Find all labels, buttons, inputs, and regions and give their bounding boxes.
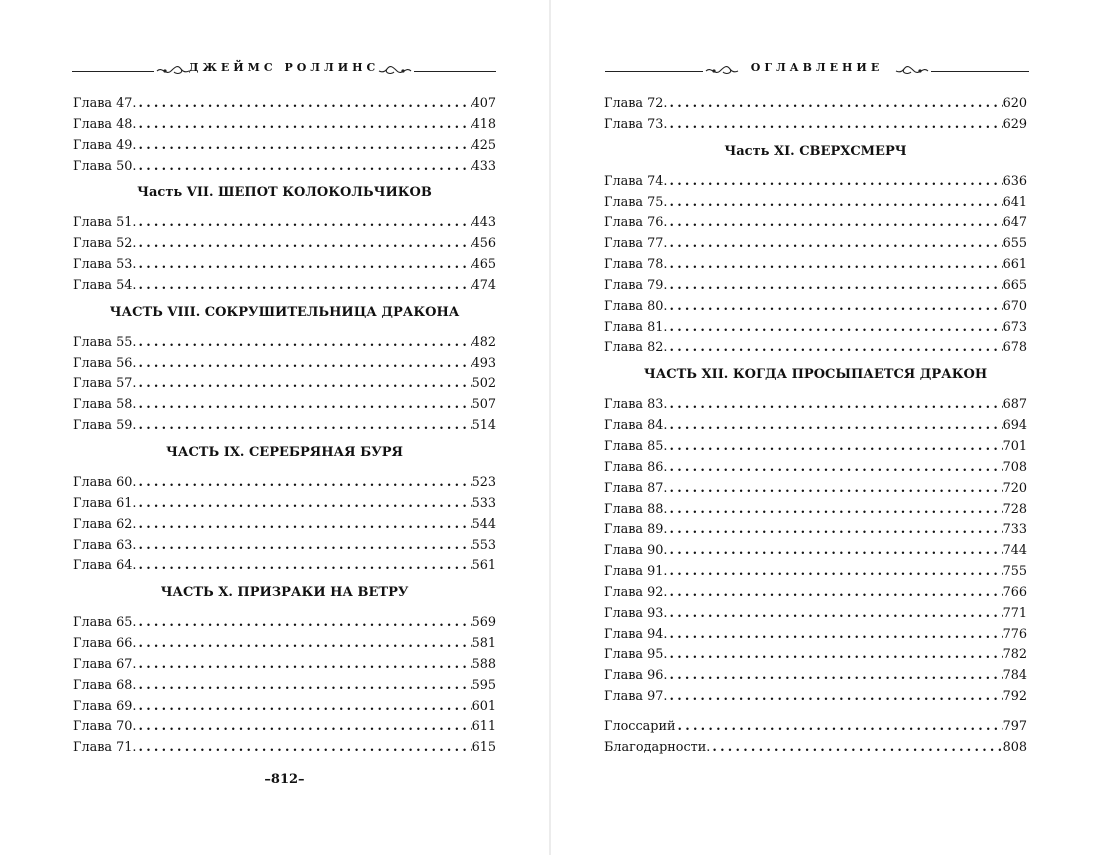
- entry-page-number: 588: [471, 656, 496, 672]
- entry-page-number: 507: [471, 397, 496, 413]
- part-heading: ЧАСТЬ X. ПРИЗРАКИ НА ВЕТРУ: [160, 585, 409, 601]
- entry-label: Глава 49.: [73, 137, 137, 153]
- entry-page-number: 728: [1002, 501, 1027, 517]
- dot-leader: [668, 437, 1003, 458]
- toc-entry: [604, 717, 1027, 738]
- entry-label: Глава 78.: [604, 257, 668, 273]
- entry-label: Глава 70.: [73, 719, 137, 735]
- dot-leader: [668, 338, 1003, 359]
- entry-page-number: 615: [471, 740, 496, 756]
- toc-entry: [73, 136, 496, 157]
- entry-page-number: 797: [1002, 718, 1027, 734]
- entry-label: Глава 47.: [73, 96, 137, 111]
- entry-label: Глава 54.: [73, 277, 137, 293]
- entry-page-number: 670: [1002, 298, 1027, 314]
- toc-entry: [73, 157, 496, 178]
- toc-entry: [604, 583, 1027, 604]
- flourish-ornament-icon: [378, 63, 412, 79]
- entry-page-number: 465: [471, 257, 496, 273]
- toc-entry: [604, 645, 1027, 666]
- dot-leader: [676, 717, 1003, 738]
- entry-label: Глоссарий: [604, 718, 676, 734]
- entry-label: Глава 61.: [73, 495, 137, 511]
- running-header: [605, 58, 1029, 84]
- entry-label: Глава 48.: [73, 116, 137, 132]
- entry-label: Глава 87.: [604, 480, 668, 496]
- entry-page-number: 425: [471, 137, 496, 153]
- dot-leader: [137, 473, 472, 494]
- toc-entry: [604, 604, 1027, 625]
- entry-label: Глава 81.: [604, 319, 668, 335]
- dot-leader: [668, 479, 1003, 500]
- page-number: –812–: [264, 772, 305, 787]
- dot-leader: [137, 556, 472, 577]
- dot-leader: [137, 717, 472, 738]
- entry-page-number: 744: [1002, 543, 1027, 559]
- entry-label: Глава 91.: [604, 564, 668, 580]
- dot-leader: [137, 354, 472, 375]
- dot-leader: [668, 297, 1003, 318]
- toc-entry: [73, 354, 496, 375]
- dot-leader: [137, 276, 472, 297]
- entry-label: Глава 72.: [604, 96, 668, 111]
- header-title: ОГЛАВЛЕНИЕ: [750, 61, 884, 74]
- entry-page-number: 620: [1002, 96, 1027, 111]
- toc-entry: [73, 374, 496, 395]
- entry-page-number: 641: [1002, 194, 1027, 210]
- entry-label: Глава 80.: [604, 298, 668, 314]
- entry-page-number: 708: [1002, 459, 1027, 475]
- part-heading: ЧАСТЬ VIII. СОКРУШИТЕЛЬНИЦА ДРАКОНА: [109, 304, 460, 320]
- right-page: [551, 0, 1101, 855]
- toc-entry: [73, 473, 496, 494]
- entry-label: Глава 83.: [604, 397, 668, 413]
- entry-label: Глава 51.: [73, 215, 137, 231]
- toc-entry: [604, 738, 1027, 759]
- entry-label: Глава 58.: [73, 397, 137, 413]
- entry-label: Глава 66.: [73, 636, 137, 652]
- entry-label: Глава 53.: [73, 257, 137, 273]
- toc-entry: [604, 234, 1027, 255]
- entry-page-number: 493: [471, 355, 496, 371]
- entry-label: Глава 90.: [604, 543, 668, 559]
- toc-entry: [73, 676, 496, 697]
- entry-page-number: 733: [1002, 522, 1027, 538]
- dot-leader: [137, 613, 472, 634]
- dot-leader: [137, 697, 472, 718]
- entry-page-number: 474: [471, 277, 496, 293]
- entry-page-number: 443: [471, 215, 496, 231]
- entry-page-number: 694: [1002, 418, 1027, 434]
- entry-label: Глава 65.: [73, 615, 137, 631]
- entry-label: Глава 63.: [73, 537, 137, 553]
- dot-leader: [137, 157, 472, 178]
- toc-entry: [73, 697, 496, 718]
- toc-entry: [604, 193, 1027, 214]
- entry-label: Глава 62.: [73, 516, 137, 532]
- dot-leader: [668, 562, 1003, 583]
- toc-entry: [73, 115, 496, 136]
- entry-page-number: 433: [471, 158, 496, 174]
- dot-leader: [710, 738, 1002, 759]
- toc-entry: [73, 738, 496, 759]
- entry-label: Глава 55.: [73, 334, 137, 350]
- entry-label: Глава 77.: [604, 236, 668, 252]
- toc-entry: [73, 395, 496, 416]
- dot-leader: [137, 515, 472, 536]
- entry-page-number: 673: [1002, 319, 1027, 335]
- dot-leader: [137, 255, 472, 276]
- entry-page-number: 502: [471, 376, 496, 392]
- dot-leader: [137, 136, 472, 157]
- entry-page-number: 553: [471, 537, 496, 553]
- entry-page-number: 766: [1002, 584, 1027, 600]
- toc-entry: [604, 276, 1027, 297]
- dot-leader: [668, 234, 1003, 255]
- entry-page-number: 407: [471, 96, 496, 111]
- dot-leader: [668, 458, 1003, 479]
- dot-leader: [668, 687, 1003, 708]
- toc-entry: [604, 94, 1027, 115]
- entry-page-number: 629: [1002, 116, 1027, 132]
- toc-entry: [604, 500, 1027, 521]
- toc-entry: [73, 717, 496, 738]
- entry-page-number: 687: [1002, 397, 1027, 413]
- entry-label: Глава 50.: [73, 158, 137, 174]
- entry-label: Глава 73.: [604, 116, 668, 132]
- entry-label: Глава 71.: [73, 740, 137, 756]
- table-of-contents: [604, 94, 1027, 759]
- dot-leader: [668, 276, 1003, 297]
- entry-page-number: 636: [1002, 173, 1027, 189]
- entry-page-number: 701: [1002, 438, 1027, 454]
- entry-label: Глава 86.: [604, 459, 668, 475]
- dot-leader: [668, 666, 1003, 687]
- entry-page-number: 482: [471, 334, 496, 350]
- entry-label: Глава 60.: [73, 474, 137, 490]
- entry-page-number: 418: [471, 116, 496, 132]
- entry-page-number: 456: [471, 236, 496, 252]
- entry-label: Глава 79.: [604, 277, 668, 293]
- toc-entry: [73, 234, 496, 255]
- dot-leader: [668, 193, 1003, 214]
- part-heading: ЧАСТЬ XII. КОГДА ПРОСЫПАЕТСЯ ДРАКОН: [643, 367, 988, 383]
- toc-entry: [604, 416, 1027, 437]
- table-of-contents: [73, 94, 496, 759]
- entry-label: Глава 93.: [604, 605, 668, 621]
- dot-leader: [137, 536, 472, 557]
- dot-leader: [137, 234, 472, 255]
- toc-entry: [604, 172, 1027, 193]
- entry-label: Глава 89.: [604, 522, 668, 538]
- left-page: [0, 0, 550, 855]
- entry-label: Глава 88.: [604, 501, 668, 517]
- toc-entry: [73, 255, 496, 276]
- entry-label: Глава 52.: [73, 236, 137, 252]
- toc-entry: [604, 666, 1027, 687]
- entry-page-number: 776: [1002, 626, 1027, 642]
- dot-leader: [668, 213, 1003, 234]
- part-heading: ЧАСТЬ IX. СЕРЕБРЯНАЯ БУРЯ: [166, 444, 403, 460]
- toc-entry: [604, 318, 1027, 339]
- entry-label: Глава 59.: [73, 418, 137, 434]
- entry-page-number: 720: [1002, 480, 1027, 496]
- dot-leader: [137, 676, 472, 697]
- entry-label: Глава 69.: [73, 698, 137, 714]
- entry-page-number: 581: [471, 636, 496, 652]
- entry-page-number: 523: [471, 474, 496, 490]
- toc-entry: [604, 458, 1027, 479]
- entry-label: Глава 92.: [604, 584, 668, 600]
- entry-label: Глава 82.: [604, 340, 668, 356]
- dot-leader: [137, 655, 472, 676]
- section-spacer: [604, 708, 1027, 717]
- toc-entry: [604, 395, 1027, 416]
- entry-page-number: 514: [471, 418, 496, 434]
- part-heading: Часть XI. СВЕРХСМЕРЧ: [724, 143, 907, 159]
- dot-leader: [668, 583, 1003, 604]
- entry-page-number: 601: [471, 698, 496, 714]
- part-heading: Часть VII. ШЕПОТ КОЛОКОЛЬЧИКОВ: [137, 185, 432, 201]
- entry-page-number: 678: [1002, 340, 1027, 356]
- toc-entry: [604, 479, 1027, 500]
- toc-entry: [73, 536, 496, 557]
- entry-label: Глава 68.: [73, 677, 137, 693]
- entry-page-number: 647: [1002, 215, 1027, 231]
- entry-label: Глава 95.: [604, 647, 668, 663]
- toc-entry: [604, 213, 1027, 234]
- entry-page-number: 782: [1002, 647, 1027, 663]
- toc-entry: [73, 276, 496, 297]
- dot-leader: [137, 333, 472, 354]
- toc-entry: [73, 655, 496, 676]
- dot-leader: [668, 395, 1003, 416]
- dot-leader: [137, 213, 472, 234]
- dot-leader: [137, 738, 472, 759]
- entry-label: Глава 97.: [604, 689, 668, 705]
- entry-label: Благодарности.: [604, 739, 711, 755]
- dot-leader: [137, 374, 472, 395]
- running-header: [72, 58, 496, 84]
- dot-leader: [668, 520, 1003, 541]
- toc-entry: [73, 634, 496, 655]
- toc-entry: [73, 556, 496, 577]
- dot-leader: [668, 318, 1003, 339]
- entry-page-number: 784: [1002, 668, 1027, 684]
- entry-page-number: 544: [471, 516, 496, 532]
- entry-page-number: 665: [1002, 277, 1027, 293]
- toc-entry: [73, 515, 496, 536]
- toc-entry: [73, 94, 496, 115]
- entry-page-number: 755: [1002, 564, 1027, 580]
- dot-leader: [137, 634, 472, 655]
- entry-label: Глава 85.: [604, 438, 668, 454]
- toc-entry: [604, 625, 1027, 646]
- toc-entry: [73, 613, 496, 634]
- toc-entry: [73, 416, 496, 437]
- entry-label: Глава 64.: [73, 558, 137, 574]
- entry-label: Глава 94.: [604, 626, 668, 642]
- dot-leader: [137, 115, 472, 136]
- toc-entry: [73, 213, 496, 234]
- dot-leader: [137, 416, 472, 437]
- toc-entry: [604, 541, 1027, 562]
- entry-page-number: 771: [1002, 605, 1027, 621]
- toc-entry: [73, 333, 496, 354]
- entry-label: Глава 67.: [73, 656, 137, 672]
- entry-page-number: 655: [1002, 236, 1027, 252]
- dot-leader: [137, 395, 472, 416]
- toc-entry: [604, 338, 1027, 359]
- toc-entry: [604, 520, 1027, 541]
- entry-page-number: 808: [1002, 739, 1027, 755]
- toc-entry: [604, 255, 1027, 276]
- flourish-ornament-icon: [895, 63, 929, 79]
- toc-entry: [73, 494, 496, 515]
- entry-label: Глава 75.: [604, 194, 668, 210]
- toc-entry: [604, 115, 1027, 136]
- header-title: ДЖЕЙМС РОЛЛИНС: [188, 61, 380, 74]
- toc-entry: [604, 437, 1027, 458]
- dot-leader: [137, 94, 472, 115]
- entry-page-number: 561: [471, 558, 496, 574]
- entry-page-number: 569: [471, 615, 496, 631]
- dot-leader: [668, 625, 1003, 646]
- entry-label: Глава 96.: [604, 668, 668, 684]
- header-rule-right: [931, 71, 1029, 72]
- header-rule-right: [414, 71, 496, 72]
- dot-leader: [668, 500, 1003, 521]
- dot-leader: [668, 541, 1003, 562]
- entry-page-number: 661: [1002, 257, 1027, 273]
- entry-label: Глава 76.: [604, 215, 668, 231]
- entry-page-number: 595: [471, 677, 496, 693]
- dot-leader: [668, 115, 1003, 136]
- toc-entry: [604, 687, 1027, 708]
- entry-label: Глава 74.: [604, 173, 668, 189]
- entry-page-number: 533: [471, 495, 496, 511]
- dot-leader: [668, 172, 1003, 193]
- entry-page-number: 792: [1002, 689, 1027, 705]
- entry-label: Глава 56.: [73, 355, 137, 371]
- entry-label: Глава 84.: [604, 418, 668, 434]
- dot-leader: [668, 416, 1003, 437]
- toc-entry: [604, 562, 1027, 583]
- dot-leader: [668, 645, 1003, 666]
- dot-leader: [668, 94, 1003, 115]
- dot-leader: [668, 604, 1003, 625]
- dot-leader: [137, 494, 472, 515]
- toc-entry: [604, 297, 1027, 318]
- dot-leader: [668, 255, 1003, 276]
- entry-page-number: 611: [471, 719, 496, 735]
- entry-label: Глава 57.: [73, 376, 137, 392]
